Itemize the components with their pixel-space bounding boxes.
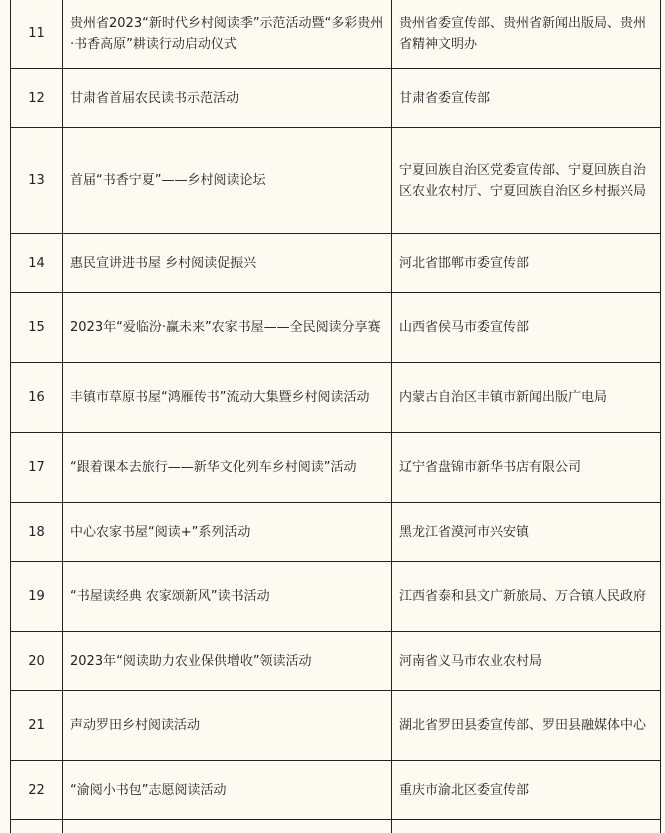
activity-name: 声动罗田乡村阅读活动 bbox=[63, 691, 392, 761]
activity-name: “跟着课本去旅行——新华文化列车乡村阅读”活动 bbox=[63, 433, 392, 503]
organizer: 山西省侯马市委宣传部 bbox=[392, 293, 661, 363]
organizer: 甘肃省委宣传部 bbox=[392, 69, 661, 128]
activity-name: 中心农家书屋“阅读+”系列活动 bbox=[63, 503, 392, 562]
activity-name: “书屋读经典 农家颂新风”读书活动 bbox=[63, 562, 392, 632]
organizer-cell bbox=[392, 820, 661, 833]
row-number: 11 bbox=[11, 0, 63, 69]
activity-name: 首届“书香宁夏”——乡村阅读论坛 bbox=[63, 128, 392, 234]
row-number: 15 bbox=[11, 293, 63, 363]
row-number: 17 bbox=[11, 433, 63, 503]
row-number: 22 bbox=[11, 761, 63, 820]
table-row bbox=[11, 69, 661, 128]
organizer: 河南省义马市农业农村局 bbox=[392, 632, 661, 691]
row-number: 21 bbox=[11, 691, 63, 761]
activity-name: 贵州省2023“新时代乡村阅读季”示范活动暨“多彩贵州·书香高原”耕读行动启动仪式 bbox=[63, 0, 392, 69]
organizer: 辽宁省盘锦市新华书店有限公司 bbox=[392, 433, 661, 503]
table-row bbox=[11, 761, 661, 820]
organizer: 黑龙江省漠河市兴安镇 bbox=[392, 503, 661, 562]
row-number: 20 bbox=[11, 632, 63, 691]
table-row bbox=[11, 503, 661, 562]
activity-name: 甘肃省首届农民读书示范活动 bbox=[63, 69, 392, 128]
table-row-partial bbox=[11, 820, 661, 833]
row-number: 12 bbox=[11, 69, 63, 128]
row-number: 16 bbox=[11, 363, 63, 433]
table-row bbox=[11, 691, 661, 761]
table-row bbox=[11, 0, 661, 69]
activity-name: 2023年“爱临汾·赢未来”农家书屋——全民阅读分享赛 bbox=[63, 293, 392, 363]
organizer: 宁夏回族自治区党委宣传部、宁夏回族自治区农业农村厅、宁夏回族自治区乡村振兴局 bbox=[392, 128, 661, 234]
activity-name: 惠民宣讲进书屋 乡村阅读促振兴 bbox=[63, 234, 392, 293]
table-row bbox=[11, 632, 661, 691]
activity-name: 2023年“阅读助力农业保供增收”领读活动 bbox=[63, 632, 392, 691]
table-row bbox=[11, 128, 661, 234]
activity-name-cell bbox=[63, 820, 392, 833]
row-number: 13 bbox=[11, 128, 63, 234]
row-number: 14 bbox=[11, 234, 63, 293]
organizer: 河北省邯郸市委宣传部 bbox=[392, 234, 661, 293]
table-row bbox=[11, 433, 661, 503]
activity-name: 丰镇市草原书屋“鸿雁传书”流动大集暨乡村阅读活动 bbox=[63, 363, 392, 433]
organizer: 重庆市渝北区委宣传部 bbox=[392, 761, 661, 820]
row-number-cell bbox=[11, 820, 63, 833]
organizer: 江西省泰和县文广新旅局、万合镇人民政府 bbox=[392, 562, 661, 632]
table-row bbox=[11, 562, 661, 632]
organizer: 贵州省委宣传部、贵州省新闻出版局、贵州省精神文明办 bbox=[392, 0, 661, 69]
table-row bbox=[11, 363, 661, 433]
organizer: 内蒙古自治区丰镇市新闻出版广电局 bbox=[392, 363, 661, 433]
table-row bbox=[11, 293, 661, 363]
activity-table bbox=[10, 0, 661, 833]
table-row bbox=[11, 234, 661, 293]
organizer: 湖北省罗田县委宣传部、罗田县融媒体中心 bbox=[392, 691, 661, 761]
activity-name: “渝阅小书包”志愿阅读活动 bbox=[63, 761, 392, 820]
row-number: 18 bbox=[11, 503, 63, 562]
row-number: 19 bbox=[11, 562, 63, 632]
